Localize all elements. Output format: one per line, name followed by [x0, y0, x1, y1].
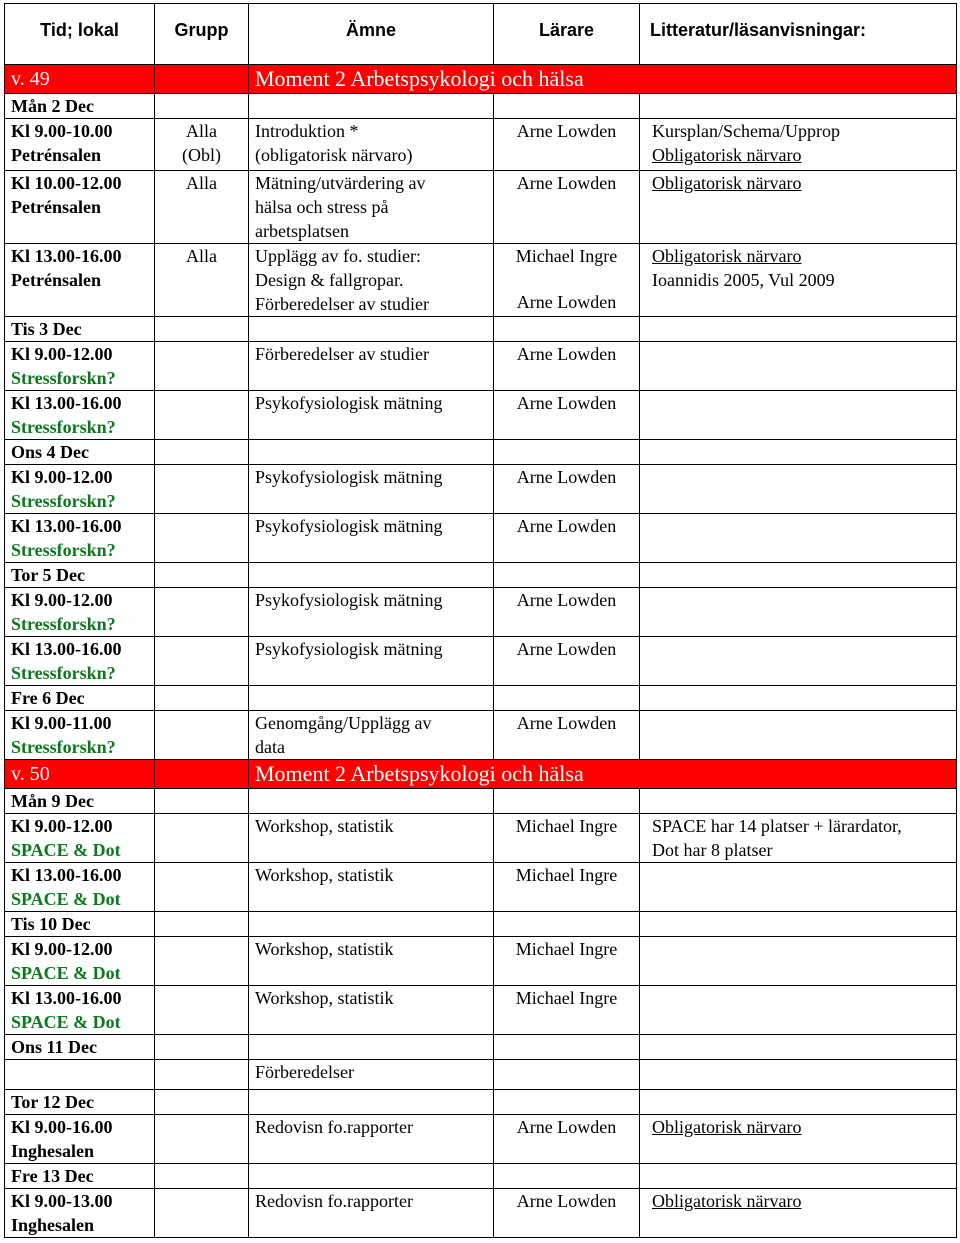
table-row — [5, 342, 957, 391]
time: Kl 9.00-10.00 — [11, 121, 113, 141]
subject: Psykofysiologisk mätning — [255, 467, 443, 487]
room: Stressforskn? — [11, 491, 116, 511]
table-row — [5, 937, 957, 986]
time: Kl 13.00-16.00 — [11, 516, 122, 536]
time: Kl 10.00-12.00 — [11, 173, 122, 193]
subject: Genomgång/Upplägg av — [255, 713, 432, 733]
day-label: Mån 2 Dec — [5, 94, 155, 119]
subject: Psykofysiologisk mätning — [255, 393, 443, 413]
literature: Kursplan/Schema/Upprop — [652, 121, 840, 141]
teacher-line2: Arne Lowden — [516, 292, 617, 312]
group: Alla — [186, 121, 217, 141]
subject-line3: Förberedelser av studier — [255, 294, 429, 314]
literature: Obligatorisk närvaro — [652, 1117, 802, 1137]
subject: Psykofysiologisk mätning — [255, 590, 443, 610]
time: Kl 9.00-12.00 — [11, 816, 113, 836]
teacher: Arne Lowden — [516, 393, 617, 413]
group: Alla — [186, 246, 217, 266]
teacher: Michael Ingre — [515, 988, 618, 1008]
teacher: Arne Lowden — [516, 121, 617, 141]
day-row — [5, 789, 957, 814]
table-row — [5, 588, 957, 637]
day-label: Fre 6 Dec — [5, 686, 155, 711]
subject: Förberedelser av studier — [255, 344, 429, 364]
table-row — [5, 1115, 957, 1164]
room: Stressforskn? — [11, 737, 116, 757]
literature: Obligatorisk närvaro — [652, 173, 802, 193]
table-row — [5, 119, 957, 171]
subject: Workshop, statistik — [255, 816, 394, 836]
teacher: Arne Lowden — [516, 516, 617, 536]
table-row — [5, 171, 957, 244]
subject: Introduktion * — [255, 121, 359, 141]
day-label: Tis 3 Dec — [5, 317, 155, 342]
week-title: Moment 2 Arbetspsykologi och hälsa — [249, 65, 957, 94]
header-amne: Ämne — [249, 4, 494, 65]
subject: Workshop, statistik — [255, 939, 394, 959]
time: Kl 13.00-16.00 — [11, 865, 122, 885]
time: Kl 13.00-16.00 — [11, 988, 122, 1008]
day-row — [5, 686, 957, 711]
week-row — [5, 65, 957, 94]
time: Kl 9.00-12.00 — [11, 590, 113, 610]
day-row — [5, 440, 957, 465]
table-row — [5, 1060, 957, 1090]
header-litteratur: Litteratur/läsanvisningar: — [640, 4, 957, 65]
teacher: Arne Lowden — [516, 1191, 617, 1211]
day-label: Mån 9 Dec — [5, 789, 155, 814]
header-row — [5, 4, 957, 65]
subject: Upplägg av fo. studier: — [255, 246, 421, 266]
week-label: v. 50 — [5, 760, 155, 789]
subject: Psykofysiologisk mätning — [255, 639, 443, 659]
teacher: Arne Lowden — [516, 590, 617, 610]
table-row — [5, 391, 957, 440]
subject: Redovisn fo.rapporter — [255, 1117, 413, 1137]
subject-line2: Design & fallgropar. — [255, 270, 404, 290]
day-label: Tor 5 Dec — [5, 563, 155, 588]
day-row — [5, 912, 957, 937]
teacher: Arne Lowden — [516, 344, 617, 364]
room: Inghesalen — [11, 1215, 95, 1235]
teacher: Michael Ingre — [515, 816, 618, 836]
room: Petrénsalen — [11, 197, 101, 217]
room: Stressforskn? — [11, 368, 116, 388]
week-title: Moment 2 Arbetspsykologi och hälsa — [249, 760, 957, 789]
literature-line2: Ioannidis 2005, Vul 2009 — [652, 270, 835, 290]
subject: Redovisn fo.rapporter — [255, 1191, 413, 1211]
teacher: Arne Lowden — [516, 713, 617, 733]
group-note: (Obl) — [182, 145, 221, 165]
subject: Förberedelser — [255, 1062, 354, 1082]
time: Kl 9.00-11.00 — [11, 713, 112, 733]
literature: SPACE har 14 platser + lärardator, — [652, 816, 902, 836]
time: Kl 13.00-16.00 — [11, 246, 122, 266]
time: Kl 13.00-16.00 — [11, 393, 122, 413]
day-label: Tor 12 Dec — [5, 1090, 155, 1115]
day-label: Tis 10 Dec — [5, 912, 155, 937]
day-label: Fre 13 Dec — [5, 1164, 155, 1189]
table-row — [5, 986, 957, 1035]
subject: Mätning/utvärdering av — [255, 173, 426, 193]
group: Alla — [186, 173, 217, 193]
teacher: Michael Ingre — [515, 865, 618, 885]
literature-line2: Obligatorisk närvaro — [652, 145, 802, 165]
literature-line2: Dot har 8 platser — [652, 840, 773, 860]
table-row — [5, 814, 957, 863]
week-label: v. 49 — [5, 65, 155, 94]
room: SPACE & Dot — [11, 1012, 121, 1032]
table-row — [5, 637, 957, 686]
day-row — [5, 94, 957, 119]
room: Petrénsalen — [11, 145, 101, 165]
time: Kl 9.00-13.00 — [11, 1191, 113, 1211]
header-tid: Tid; lokal — [5, 4, 155, 65]
week-row — [5, 760, 957, 789]
table-row — [5, 863, 957, 912]
room: SPACE & Dot — [11, 963, 121, 983]
time: Kl 9.00-12.00 — [11, 939, 113, 959]
subject: Workshop, statistik — [255, 865, 394, 885]
table-row — [5, 514, 957, 563]
table-row — [5, 711, 957, 760]
time: Kl 9.00-12.00 — [11, 344, 113, 364]
table-row — [5, 465, 957, 514]
day-row — [5, 1090, 957, 1115]
subject-line2: hälsa och stress på — [255, 197, 389, 217]
time: Kl 9.00-12.00 — [11, 467, 113, 487]
header-grupp: Grupp — [155, 4, 249, 65]
room: SPACE & Dot — [11, 840, 121, 860]
table-row — [5, 244, 957, 317]
day-label: Ons 4 Dec — [5, 440, 155, 465]
teacher: Arne Lowden — [516, 1117, 617, 1137]
time: Kl 13.00-16.00 — [11, 639, 122, 659]
teacher: Michael Ingre — [515, 939, 618, 959]
subject: Psykofysiologisk mätning — [255, 516, 443, 536]
room: Inghesalen — [11, 1141, 95, 1161]
header-larare: Lärare — [494, 4, 640, 65]
teacher: Arne Lowden — [516, 173, 617, 193]
room: Petrénsalen — [11, 270, 101, 290]
literature: Obligatorisk närvaro — [652, 1191, 802, 1211]
teacher: Michael Ingre — [515, 246, 618, 266]
day-row — [5, 1035, 957, 1060]
teacher: Arne Lowden — [516, 639, 617, 659]
day-label: Ons 11 Dec — [5, 1035, 155, 1060]
literature: Obligatorisk närvaro — [652, 246, 802, 266]
subject-line3: arbetsplatsen — [255, 221, 349, 241]
room: Stressforskn? — [11, 614, 116, 634]
day-row — [5, 563, 957, 588]
teacher: Arne Lowden — [516, 467, 617, 487]
schedule-table — [4, 3, 957, 1238]
room: SPACE & Dot — [11, 889, 121, 909]
subject-line2: data — [255, 737, 285, 757]
time: Kl 9.00-16.00 — [11, 1117, 113, 1137]
room: Stressforskn? — [11, 540, 116, 560]
day-row — [5, 317, 957, 342]
subject: Workshop, statistik — [255, 988, 394, 1008]
room: Stressforskn? — [11, 417, 116, 437]
subject-line2: (obligatorisk närvaro) — [255, 145, 413, 165]
table-row — [5, 1189, 957, 1238]
room: Stressforskn? — [11, 663, 116, 683]
day-row — [5, 1164, 957, 1189]
